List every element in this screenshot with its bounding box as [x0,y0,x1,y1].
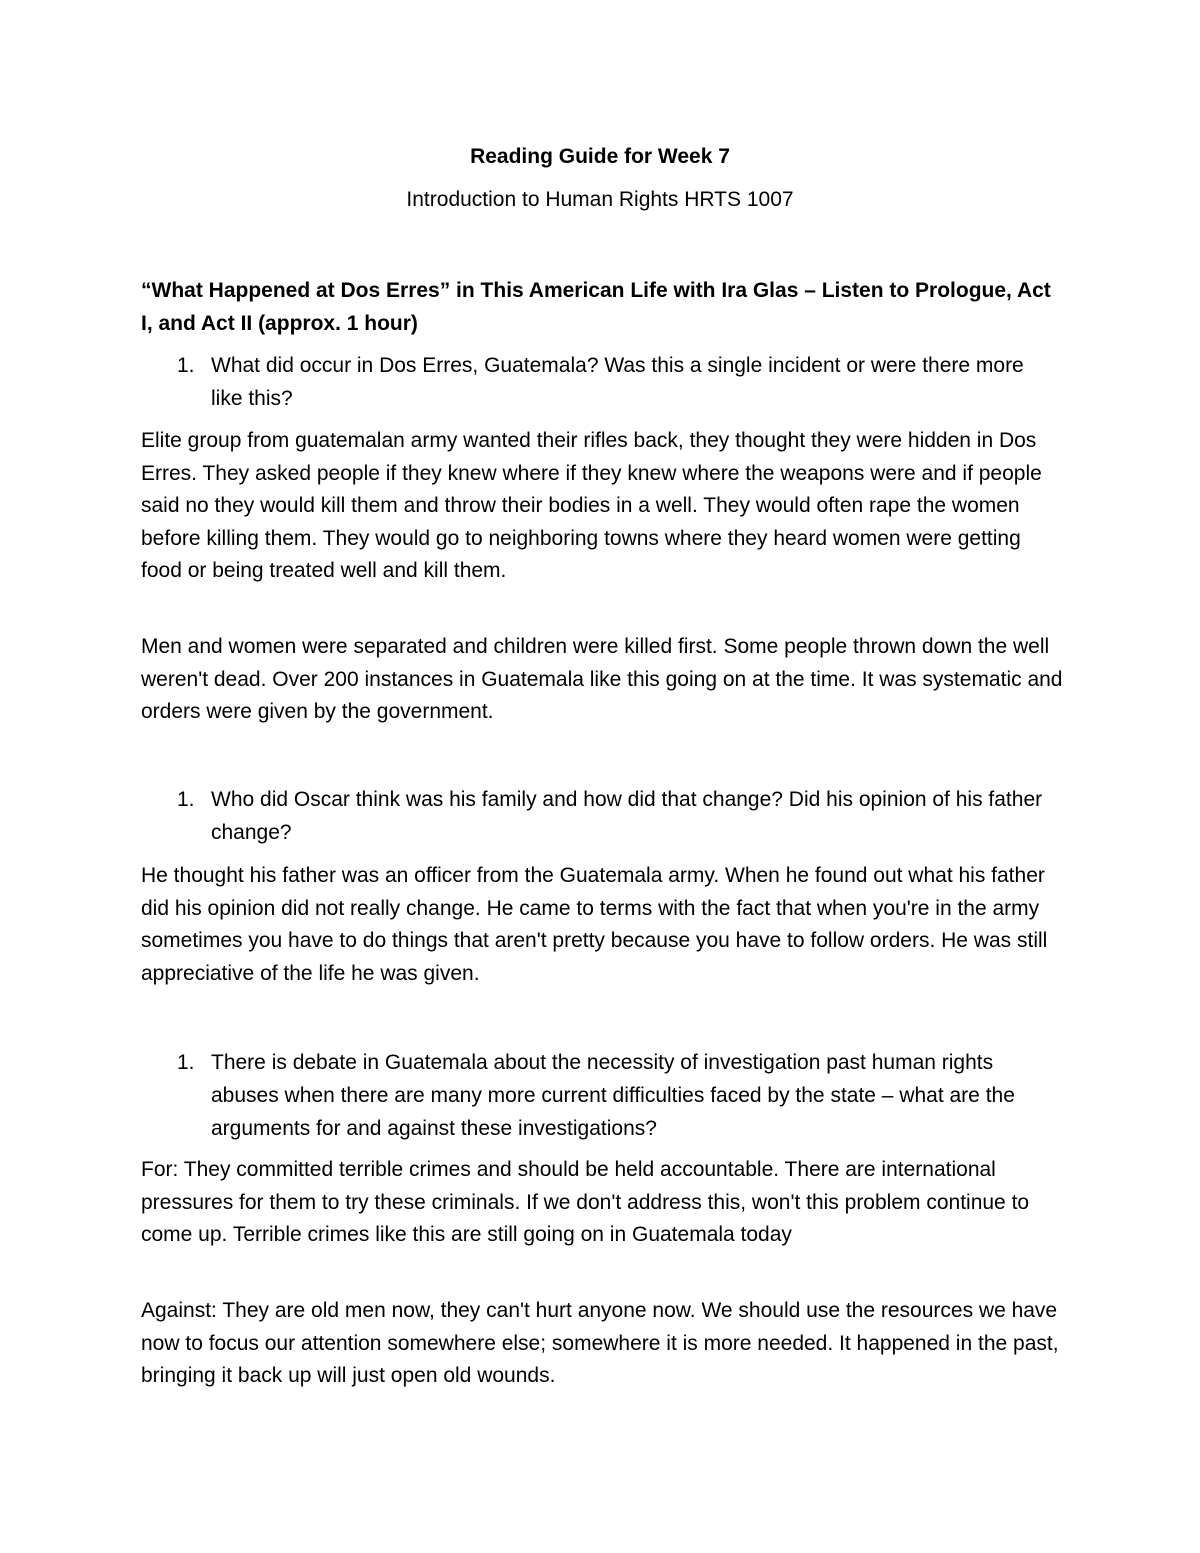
section-heading: “What Happened at Dos Erres” in This American Life with Ira Glas – Listen to Prologue, Act I, and Act II (approx. 1 hour) [141,279,1051,335]
answer-paragraph: Against: They are old men now, they can't hurt anyone now. We should use the resources we have now to focus our attention somewhere else; somewhere it is more needed. It happened in the past, bringing it back up will just open old wounds. [141,1299,1059,1387]
answer-paragraph: For: They committed terrible crimes and should be held accountable. There are international pressures for them to try these criminals. If we don't address this, won't this problem continue to come up. Terrible crimes like this are still going on in Guatemala today [141,1158,1030,1246]
document-subtitle: Introduction to Human Rights HRTS 1007 [406,188,794,211]
answer-paragraph: He thought his father was an officer from the Guatemala army. When he found out what his father did his opinion did not really change. He came to terms with the fact that when you're in the army sometimes you have to do things that aren't pretty because you have to follow orders. He was still appreciative of the life he was given. [141,864,1048,985]
question-3 [141,1046,1061,1145]
answer-paragraph: Elite group from guatemalan army wanted their rifles back, they thought they were hidden in Dos Erres. They asked people if they knew where if they knew where the weapons were and if people said no they would kill them and throw their bodies in a well. They would often rape the women before killing them. They would go to neighboring towns where they heard women were getting food or being treated well and kill them. [141,429,1042,582]
question-text: There is debate in Guatemala about the necessity of investigation past human rights abuses when there are many more current difficulties faced by the state – what are the arguments for and against these investigations? [211,1051,1015,1140]
question-number: 1. [177,1051,195,1074]
document-title: Reading Guide for Week 7 [470,145,730,168]
question-text: What did occur in Dos Erres, Guatemala? Was this a single incident or were there more like this? [211,354,1024,410]
question-number: 1. [177,788,195,811]
answer-paragraph: Men and women were separated and children were killed first. Some people thrown down the well weren't dead. Over 200 instances in Guatemala like this going on at the time. It was systematic and orders were given by the government. [141,635,1063,723]
question-text: Who did Oscar think was his family and how did that change? Did his opinion of his father change? [211,788,1043,844]
question-1 [141,349,1061,415]
question-number: 1. [177,354,195,377]
question-2 [141,783,1061,849]
